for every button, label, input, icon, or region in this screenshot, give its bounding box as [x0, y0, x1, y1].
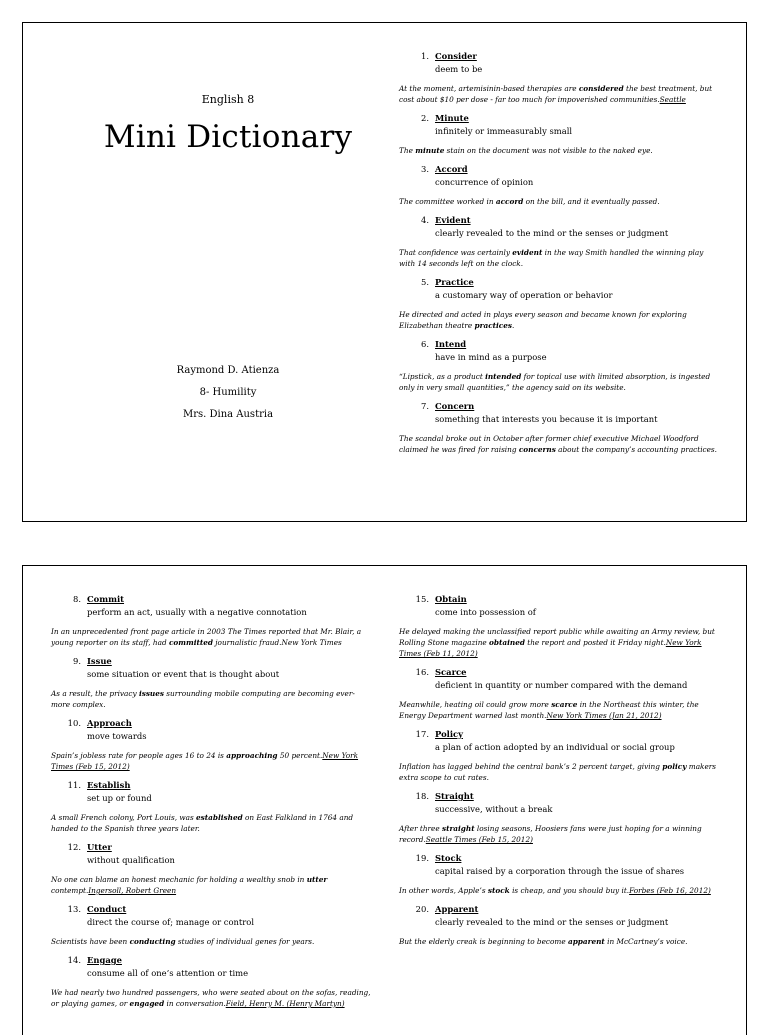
example-text: In an unprecedented front page article in 2003 The Times reported that Mr. Blair, a young reporter on its staff, had [51, 627, 362, 647]
entry-example [399, 936, 719, 947]
teacher-name: Mrs. Dina Austria [182, 409, 274, 420]
entry-definition: direct the course of; manage or control [87, 917, 254, 927]
example-text: At the moment, artemisinin-based therapies are [399, 84, 579, 93]
entry-definition: a plan of action adopted by an individual or social group [435, 742, 675, 752]
dictionary-entry [399, 667, 719, 721]
example-source: Forbes (Feb 16, 2012) [629, 886, 711, 895]
entry-number: 1. [421, 51, 429, 61]
entry-term: Commit [87, 594, 125, 604]
example-keyword: scarce [551, 700, 578, 709]
example-text: In other words, Apple’s [399, 886, 488, 895]
entry-headline [399, 339, 719, 351]
example-keyword: stock [487, 886, 510, 895]
dictionary-entry [399, 277, 719, 331]
example-text: in the Northeast this winter, the Energy Department warned last month. [399, 700, 699, 720]
dictionary-entry [399, 594, 719, 659]
entry-number: 19. [415, 853, 429, 863]
example-text: on East Falkland in 1764 and handed to the Spanish three years later. [51, 813, 354, 833]
example-keyword: policy [662, 762, 687, 771]
entry-number: 8. [73, 594, 81, 604]
dictionary-entry [51, 904, 371, 947]
entry-example [51, 812, 371, 834]
entry-number: 16. [415, 667, 429, 677]
entry-headline [51, 656, 371, 668]
entry-number: 7. [421, 401, 429, 411]
entry-headline [51, 842, 371, 854]
example-keyword: considered [578, 84, 624, 93]
example-text: journalistic fraud.New York Times [212, 638, 342, 647]
entry-example [51, 688, 371, 710]
example-keyword: evident [512, 248, 543, 257]
example-keyword: minute [415, 146, 445, 155]
example-text: in conversation. [164, 999, 226, 1008]
entry-number: 20. [415, 904, 429, 914]
dictionary-entry [399, 164, 719, 207]
entry-headline [399, 594, 719, 606]
entry-headline [399, 277, 719, 289]
entry-term: Stock [435, 853, 462, 863]
example-text: in the way Smith handled the winning play with 14 seconds left on the clock. [399, 248, 704, 268]
example-keyword: committed [168, 638, 213, 647]
example-text: losing seasons, Hoosiers fans were just hoping for a winning record. [399, 824, 702, 844]
dictionary-entry [399, 401, 719, 455]
entry-number: 11. [67, 780, 81, 790]
dictionary-entry [399, 904, 719, 947]
entry-number: 9. [73, 656, 81, 666]
entry-term: Establish [87, 780, 131, 790]
example-source: New York Times (Feb 15, 2012) [51, 751, 359, 771]
entry-term: Conduct [87, 904, 127, 914]
entry-number: 17. [415, 729, 429, 739]
entry-definition: some situation or event that is thought about [87, 669, 280, 679]
example-text: But the elderly creak is beginning to become [399, 937, 568, 946]
entries-column-2 [51, 594, 371, 1017]
entry-term: Engage [87, 955, 122, 965]
entry-example [399, 885, 719, 896]
entry-term: Minute [435, 113, 469, 123]
entry-number: 6. [421, 339, 429, 349]
entries-column-3 [399, 594, 719, 955]
example-source: Field, Henry M. (Henry Martyn) [225, 999, 345, 1008]
entry-example [51, 987, 371, 1009]
example-text: The [399, 146, 416, 155]
example-text: We had nearly two hundred passengers, who were seated about on the sofas, reading, or playing games, or [51, 988, 371, 1008]
entry-example [399, 371, 719, 393]
dictionary-entry [399, 339, 719, 393]
entry-example [399, 626, 719, 659]
entry-example [51, 750, 371, 772]
dictionary-entry [51, 842, 371, 896]
entry-example [51, 936, 371, 947]
entry-term: Intend [435, 339, 467, 349]
example-source: New York Times (Feb 11, 2012) [399, 638, 702, 658]
example-source: Seattle Times (Feb 15, 2012) [425, 835, 533, 844]
entry-number: 13. [67, 904, 81, 914]
entry-headline [399, 853, 719, 865]
entry-headline [399, 215, 719, 227]
entry-definition: infinitely or immeasurably small [435, 126, 573, 136]
example-text: 50 percent. [277, 751, 323, 760]
entry-number: 14. [67, 955, 81, 965]
entry-definition: deficient in quantity or number compared with the demand [435, 680, 688, 690]
example-keyword: conducting [129, 937, 176, 946]
document-title: Mini Dictionary [103, 119, 353, 155]
entry-definition: successive, without a break [435, 804, 553, 814]
entry-number: 5. [421, 277, 429, 287]
entry-number: 10. [67, 718, 81, 728]
entry-definition: clearly revealed to the mind or the senses or judgment [435, 917, 669, 927]
entry-definition: set up or found [87, 793, 152, 803]
example-keyword: apparent [567, 937, 605, 946]
example-keyword: approaching [226, 751, 278, 760]
example-text: A small French colony, Port Louis, was [51, 813, 197, 822]
example-keyword: established [196, 813, 243, 822]
example-keyword: straight [441, 824, 475, 833]
dictionary-entry [51, 780, 371, 834]
entry-term: Scarce [435, 667, 467, 677]
entry-term: Accord [435, 164, 468, 174]
example-text: surrounding mobile computing are becoming ever-more complex. [51, 689, 355, 709]
example-text: contempt. [51, 886, 89, 895]
example-text: makers extra scope to cut rates. [399, 762, 717, 782]
entry-headline [51, 718, 371, 730]
example-keyword: engaged [129, 999, 165, 1008]
entry-term: Concern [435, 401, 475, 411]
example-text: Meanwhile, heating oil could grow more [399, 700, 552, 709]
entry-example [399, 823, 719, 845]
entry-definition: have in mind as a purpose [435, 352, 547, 362]
entries-column-1 [399, 51, 719, 463]
example-keyword: issues [138, 689, 164, 698]
student-name: Raymond D. Atienza [176, 365, 280, 376]
dictionary-entry [399, 729, 719, 783]
example-text: . [512, 321, 515, 330]
entry-number: 4. [421, 215, 429, 225]
entry-example [399, 247, 719, 269]
example-keyword: concerns [518, 445, 556, 454]
entry-definition: concurrence of opinion [435, 177, 534, 187]
example-text: Scientists have been [51, 937, 130, 946]
course-label: English 8 [201, 93, 255, 106]
example-text: He directed and acted in plays every season and became known for exploring Elizabethan theatre [399, 310, 687, 330]
example-keyword: intended [485, 372, 522, 381]
entry-headline [51, 780, 371, 792]
example-keyword: practices [474, 321, 513, 330]
entry-headline [399, 904, 719, 916]
entry-headline [399, 667, 719, 679]
entry-term: Evident [435, 215, 471, 225]
entry-headline [51, 594, 371, 606]
entry-term: Utter [87, 842, 112, 852]
entry-number: 3. [421, 164, 429, 174]
entry-term: Approach [87, 718, 132, 728]
entry-definition: deem to be [435, 64, 483, 74]
entry-definition: capital raised by a corporation through the issue of shares [435, 866, 685, 876]
example-text: on the bill, and it eventually passed. [523, 197, 660, 206]
example-text: No one can blame an honest mechanic for holding a wealthy snob in [51, 875, 307, 884]
entry-headline [51, 955, 371, 967]
example-keyword: obtained [489, 638, 525, 647]
example-source: Ingersoll, Robert Green [88, 886, 177, 895]
entry-headline [399, 791, 719, 803]
example-keyword: utter [306, 875, 328, 884]
example-text: That confidence was certainly [399, 248, 513, 257]
entry-term: Apparent [435, 904, 479, 914]
author-block [63, 360, 393, 426]
example-text: for topical use with limited absorption, is ingested only in very small quantities,” the agency said on its website. [399, 372, 711, 392]
example-text: Spain’s jobless rate for people ages 16 to 24 is [51, 751, 227, 760]
example-source: New York Times (Jan 21, 2012) [546, 711, 662, 720]
dictionary-entry [51, 656, 371, 710]
dictionary-entry [51, 718, 371, 772]
entry-term: Consider [435, 51, 477, 61]
entry-definition: clearly revealed to the mind or the senses or judgment [435, 228, 669, 238]
entry-term: Practice [435, 277, 474, 287]
dictionary-entry [399, 51, 719, 105]
entry-term: Obtain [435, 594, 467, 604]
dictionary-entry [399, 791, 719, 845]
entry-example [399, 196, 719, 207]
example-text: “Lipstick, as a product [399, 372, 486, 381]
dictionary-entry [399, 113, 719, 156]
entry-example [399, 761, 719, 783]
dictionary-entry [51, 594, 371, 648]
section-name: 8- Humility [199, 387, 257, 398]
example-text: in McCartney’s voice. [604, 937, 688, 946]
entry-headline [399, 113, 719, 125]
entry-number: 12. [67, 842, 81, 852]
entry-example [399, 83, 719, 105]
entry-definition: move towards [87, 731, 147, 741]
example-text: Inflation has lagged behind the central bank’s 2 percent target, giving [399, 762, 663, 771]
entry-headline [399, 51, 719, 63]
entry-term: Policy [435, 729, 463, 739]
entry-definition: something that interests you because it is important [435, 414, 658, 424]
entry-number: 18. [415, 791, 429, 801]
example-text: about the company’s accounting practices. [555, 445, 717, 454]
entry-definition: a customary way of operation or behavior [435, 290, 613, 300]
example-source: Seattle [659, 95, 686, 104]
dictionary-entry [51, 955, 371, 1009]
entry-headline [399, 164, 719, 176]
entry-headline [399, 401, 719, 413]
page-1 [22, 22, 747, 522]
example-text: stain on the document was not visible to the naked eye. [444, 146, 653, 155]
entry-definition: without qualification [87, 855, 175, 865]
entry-number: 2. [421, 113, 429, 123]
page-2 [22, 565, 747, 1035]
example-text: studies of individual genes for years. [175, 937, 315, 946]
example-text: is cheap, and you should buy it. [509, 886, 630, 895]
entry-example [51, 874, 371, 896]
example-keyword: accord [495, 197, 524, 206]
example-text: the best treatment, but cost about $10 per dose - far too much for impoverished communities. [399, 84, 713, 104]
example-text: After three [399, 824, 442, 833]
example-text: He delayed making the unclassified report public while awaiting an Army review, but Rolling Stone magazine [399, 627, 715, 647]
entry-example [399, 699, 719, 721]
entry-headline [399, 729, 719, 741]
entry-definition: consume all of one’s attention or time [87, 968, 249, 978]
example-text: The committee worked in [399, 197, 496, 206]
entry-number: 15. [415, 594, 429, 604]
entry-example [399, 145, 719, 156]
dictionary-entry [399, 853, 719, 896]
example-text: As a result, the privacy [51, 689, 139, 698]
entry-example [399, 433, 719, 455]
example-text: the report and posted it Friday night. [524, 638, 666, 647]
example-text: The scandal broke out in October after former chief executive Michael Woodford claimed he was fired for raising [399, 434, 699, 454]
entry-term: Straight [435, 791, 474, 801]
entry-example [399, 309, 719, 331]
entry-term: Issue [87, 656, 112, 666]
dictionary-entry [399, 215, 719, 269]
entry-example [51, 626, 371, 648]
entry-definition: come into possession of [435, 607, 536, 617]
entry-headline [51, 904, 371, 916]
entry-definition: perform an act, usually with a negative connotation [87, 607, 307, 617]
